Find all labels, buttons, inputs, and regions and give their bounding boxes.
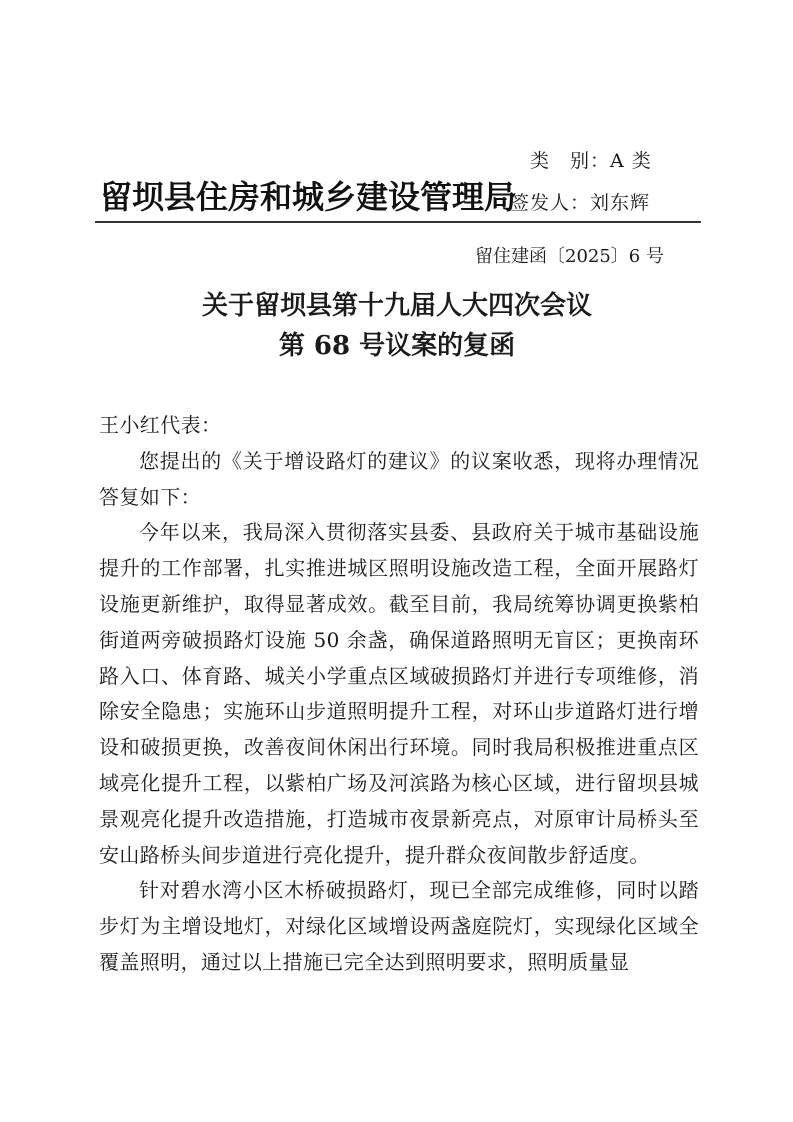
- document-number: 留住建函〔2025〕6 号: [475, 246, 664, 267]
- signer: 签发人：刘东辉: [510, 192, 651, 214]
- issuing-agency: 留坝县住房和城乡建设管理局: [100, 178, 517, 216]
- title-line-1: 关于留坝县第十九届人大四次会议: [201, 291, 592, 321]
- body-paragraph: 针对碧水湾小区木桥破损路灯，现已全部完成维修，同时以踏步灯为主增设地灯，对绿化区域增设两盏庭院灯，实现绿化区域全覆盖照明，通过以上措施已完全达到照明要求，照明质量显: [99, 878, 699, 974]
- title-line-2: 第 68 号议案的复函: [278, 331, 516, 361]
- document-title: [96, 286, 698, 366]
- body-paragraph: 您提出的《关于增设路灯的建议》的议案收悉，现将办理情况答复如下：: [99, 448, 699, 509]
- document-body: [99, 408, 699, 981]
- document-category: 类 别：A 类: [530, 150, 652, 172]
- header-divider: [95, 221, 701, 223]
- salutation: 王小红代表：: [99, 413, 222, 437]
- body-paragraph: 今年以来，我局深入贯彻落实县委、县政府关于城市基础设施提升的工作部署，扎实推进城区照明设施改造工程，全面开展路灯设施更新维护，取得显著成效。截至目前，我局统筹协调更换紫柏街道两旁破损路灯设施 50 余盏，确保道路照明无盲区；更换南环路入口、体育路、城关小学重点区域破损路灯并进行专项维修，消除安全隐患；实施环山步道照明提升工程，对环山步道路灯进行增设和破损更换，改善夜间休闲出行环境。同时我局积极推进重点区域亮化提升工程，以紫柏广场及河滨路为核心区域，进行留坝县城景观亮化提升改造措施，打造城市夜景新亮点，对原审计局桥头至安山路桥头间步道进行亮化提升，提升群众夜间散步舒适度。: [99, 520, 699, 867]
